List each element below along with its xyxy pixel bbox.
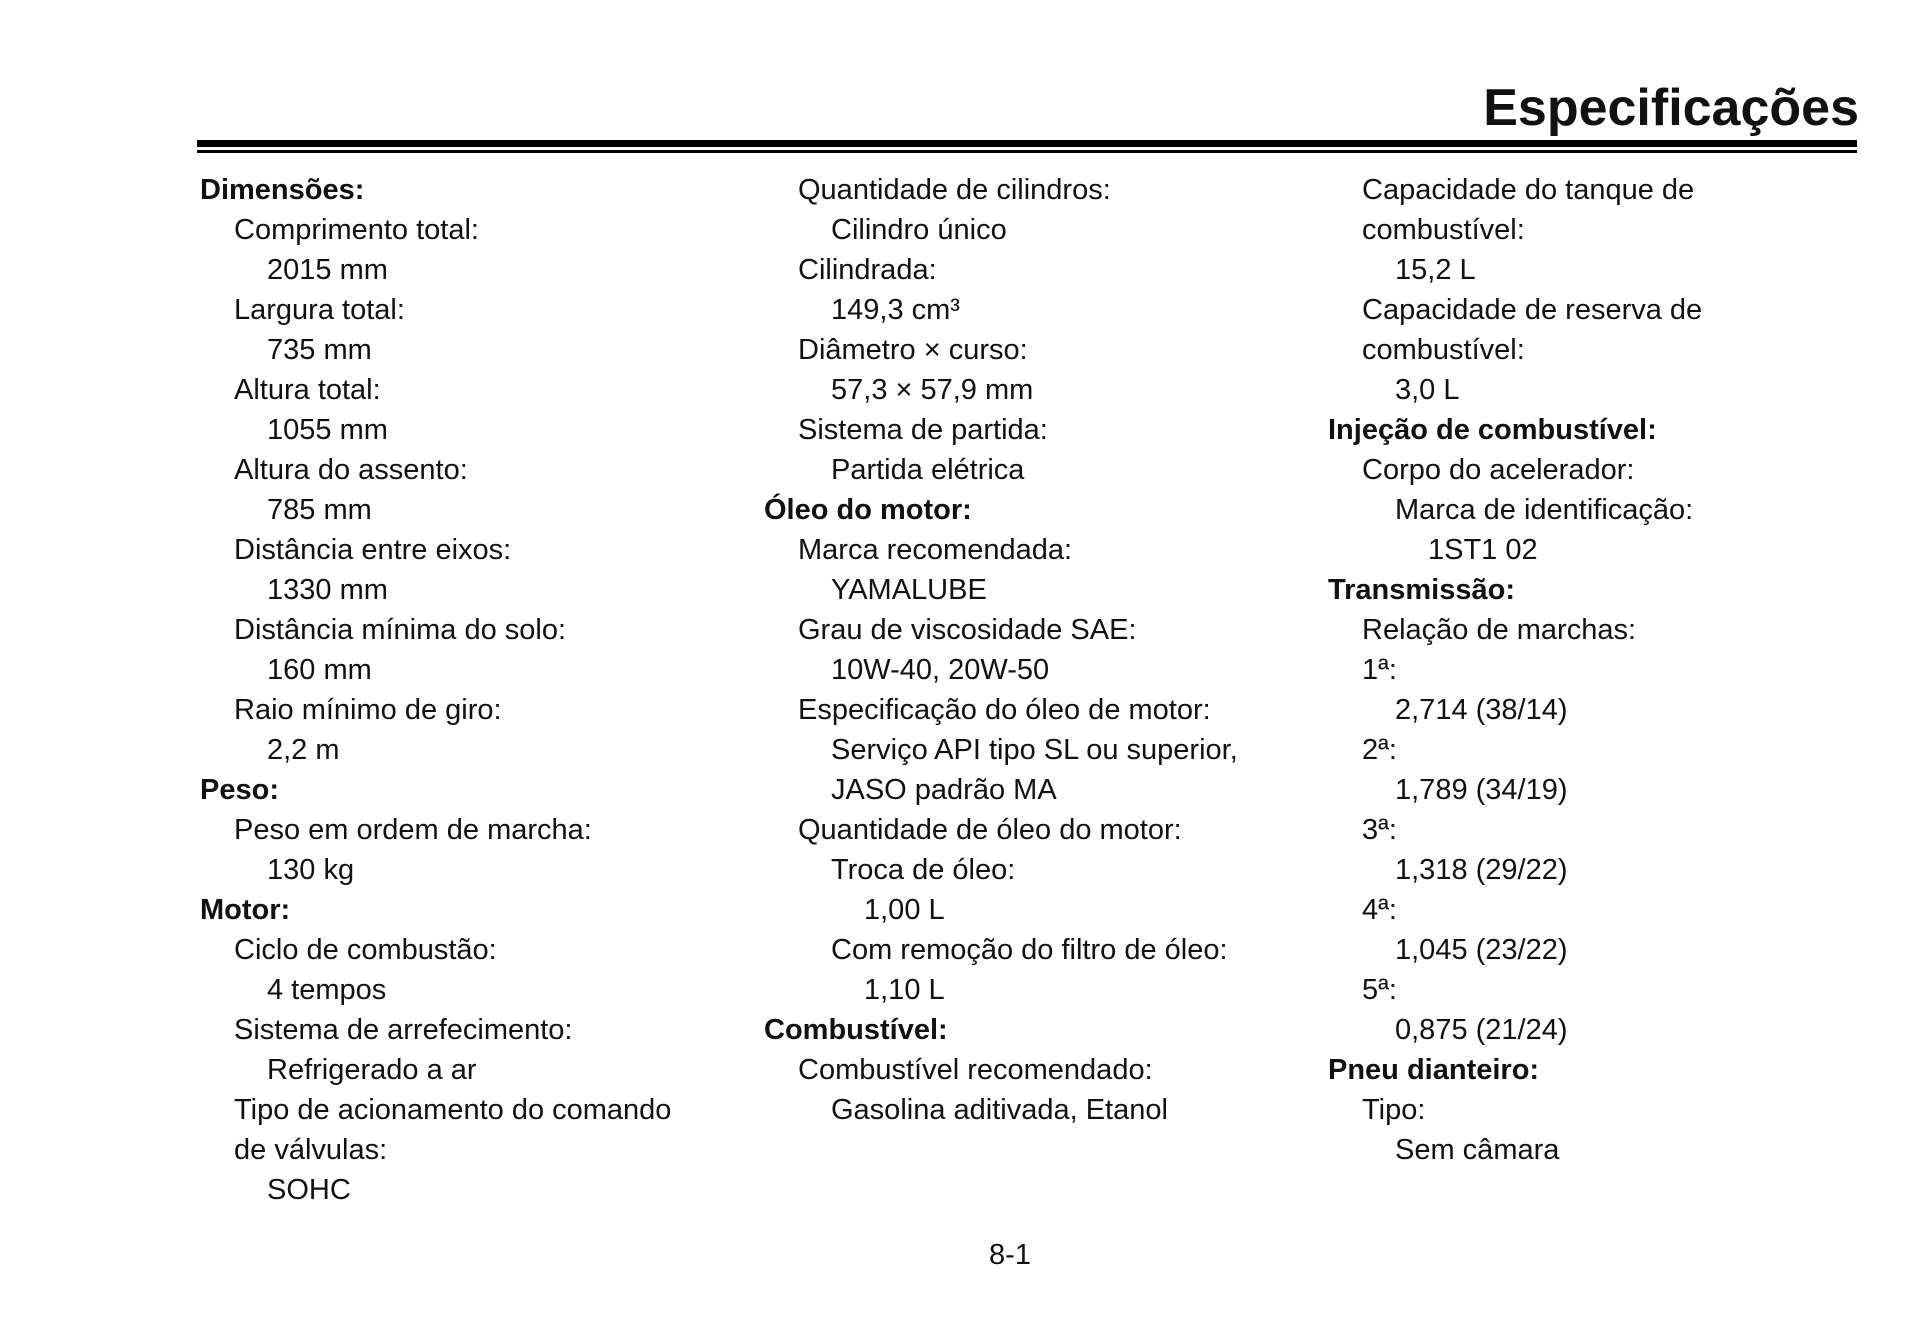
spec-line: Quantidade de cilindros: (798, 174, 1111, 206)
spec-line: JASO padrão MA (831, 774, 1057, 806)
spec-line: Raio mínimo de giro: (234, 694, 502, 726)
spec-line: Altura total: (234, 374, 381, 406)
spec-line: combustível: (1362, 334, 1525, 366)
spec-line: 160 mm (267, 654, 372, 686)
spec-line: 149,3 cm³ (831, 294, 960, 326)
spec-line: 2015 mm (267, 254, 388, 286)
spec-line: 1,00 L (864, 894, 945, 926)
spec-line: Cilindro único (831, 214, 1007, 246)
spec-line: Gasolina aditivada, Etanol (831, 1094, 1168, 1126)
section-heading: Peso: (200, 774, 279, 806)
spec-line: 57,3 × 57,9 mm (831, 374, 1034, 406)
spec-line: 2ª: (1362, 734, 1397, 766)
spec-line: Largura total: (234, 294, 405, 326)
spec-line: Refrigerado a ar (267, 1054, 477, 1086)
spec-line: Com remoção do filtro de óleo: (831, 934, 1228, 966)
spec-line: YAMALUBE (831, 574, 987, 606)
spec-line: de válvulas: (234, 1134, 388, 1166)
spec-line: Serviço API tipo SL ou superior, (831, 734, 1238, 766)
title-rule-thick (197, 140, 1857, 147)
section-heading: Pneu dianteiro: (1328, 1054, 1540, 1086)
spec-column-1 (200, 170, 740, 1210)
spec-line: 15,2 L (1395, 254, 1476, 286)
spec-line: Partida elétrica (831, 454, 1025, 486)
spec-line: 1,789 (34/19) (1395, 774, 1568, 806)
spec-line: 735 mm (267, 334, 372, 366)
section-heading: Motor: (200, 894, 291, 926)
title-rule-thin (197, 150, 1857, 153)
spec-line: 2,714 (38/14) (1395, 694, 1568, 726)
spec-line: 10W-40, 20W-50 (831, 654, 1050, 686)
spec-line: Quantidade de óleo do motor: (798, 814, 1182, 846)
spec-column-2 (764, 170, 1304, 1130)
spec-line: Marca de identificação: (1395, 494, 1694, 526)
spec-line: Relação de marchas: (1362, 614, 1637, 646)
spec-line: 785 mm (267, 494, 372, 526)
spec-line: 3ª: (1362, 814, 1397, 846)
spec-line: Combustível recomendado: (798, 1054, 1153, 1086)
spec-line: Sistema de partida: (798, 414, 1048, 446)
spec-line: 1,045 (23/22) (1395, 934, 1568, 966)
section-heading: Dimensões: (200, 174, 365, 206)
spec-line: Grau de viscosidade SAE: (798, 614, 1137, 646)
section-heading: Combustível: (764, 1014, 948, 1046)
page-number: 8-1 (989, 1239, 1031, 1271)
spec-line: 1,10 L (864, 974, 945, 1006)
spec-line: combustível: (1362, 214, 1525, 246)
spec-line: Sistema de arrefecimento: (234, 1014, 573, 1046)
spec-line: 1,318 (29/22) (1395, 854, 1568, 886)
spec-line: 1ª: (1362, 654, 1397, 686)
spec-line: Altura do assento: (234, 454, 468, 486)
spec-line: 0,875 (21/24) (1395, 1014, 1568, 1046)
spec-line: 1055 mm (267, 414, 388, 446)
spec-line: Cilindrada: (798, 254, 937, 286)
spec-line: Comprimento total: (234, 214, 479, 246)
spec-column-3 (1328, 170, 1868, 1170)
spec-line: 2,2 m (267, 734, 340, 766)
spec-line: 4 tempos (267, 974, 387, 1006)
spec-line: 1ST1 02 (1428, 534, 1538, 566)
spec-line: 1330 mm (267, 574, 388, 606)
spec-line: SOHC (267, 1174, 351, 1206)
section-heading: Óleo do motor: (764, 494, 972, 526)
page-title: Especificações (1483, 79, 1859, 137)
spec-line: Peso em ordem de marcha: (234, 814, 592, 846)
spec-line: 5ª: (1362, 974, 1397, 1006)
spec-line: Distância mínima do solo: (234, 614, 567, 646)
spec-line: Corpo do acelerador: (1362, 454, 1635, 486)
spec-line: Especificação do óleo de motor: (798, 694, 1211, 726)
section-heading: Transmissão: (1328, 574, 1515, 606)
spec-line: Tipo: (1362, 1094, 1426, 1126)
spec-line: Tipo de acionamento do comando (234, 1094, 672, 1126)
spec-line: Sem câmara (1395, 1134, 1560, 1166)
spec-line: Troca de óleo: (831, 854, 1016, 886)
spec-line: 3,0 L (1395, 374, 1460, 406)
spec-line: Diâmetro × curso: (798, 334, 1028, 366)
spec-line: Capacidade do tanque de (1362, 174, 1695, 206)
spec-line: 130 kg (267, 854, 355, 886)
spec-line: Distância entre eixos: (234, 534, 512, 566)
spec-line: 4ª: (1362, 894, 1397, 926)
spec-line: Capacidade de reserva de (1362, 294, 1703, 326)
spec-line: Ciclo de combustão: (234, 934, 497, 966)
section-heading: Injeção de combustível: (1328, 414, 1657, 446)
spec-line: Marca recomendada: (798, 534, 1073, 566)
